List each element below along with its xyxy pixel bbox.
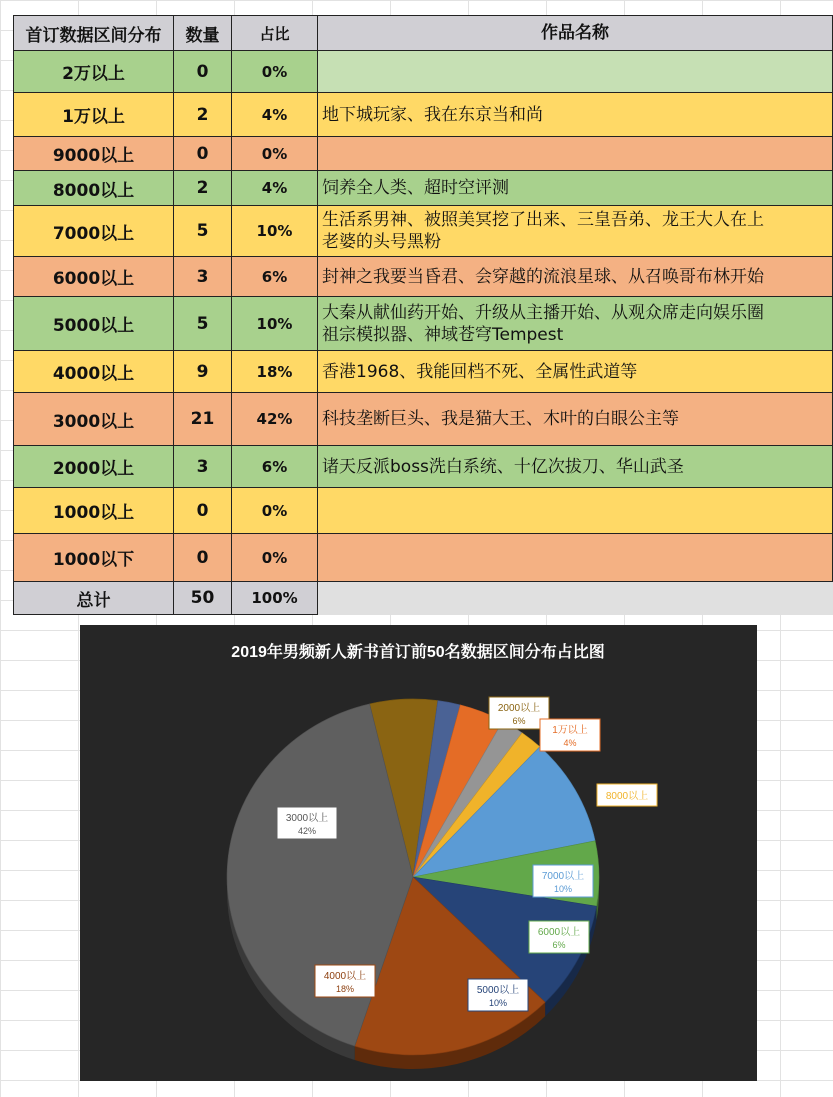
range-cell: 1000以下 [14, 534, 174, 582]
works-cell: 地下城玩家、我在东京当和尚 [318, 93, 833, 137]
data-label [277, 807, 337, 839]
pct-cell: 10% [232, 206, 318, 257]
range-cell: 1000以上 [14, 488, 174, 534]
chart-title: 2019年男频新人新书首订前50名数据区间分布占比图 [231, 644, 605, 661]
works-cell: 科技垄断巨头、我是猫大王、木叶的白眼公主等 [318, 393, 833, 446]
count-cell: 3 [174, 257, 232, 297]
range-cell: 8000以上 [14, 171, 174, 206]
pct-cell: 0% [232, 51, 318, 93]
table-total-row [14, 582, 833, 615]
data-label [533, 865, 593, 897]
count-cell: 0 [174, 137, 232, 171]
table-row [14, 297, 833, 351]
total-pct: 100% [232, 582, 318, 615]
pct-cell: 0% [232, 488, 318, 534]
table-row [14, 534, 833, 582]
works-cell [318, 51, 833, 93]
pct-cell: 0% [232, 137, 318, 171]
header-range: 首订数据区间分布 [14, 16, 174, 51]
range-cell: 5000以上 [14, 297, 174, 351]
data-label [540, 719, 600, 751]
data-table [13, 15, 833, 615]
works-cell: 大秦从献仙药开始、升级从主播开始、从观众席走向娱乐圈 祖宗模拟器、神域苍穹Tempest [318, 297, 833, 351]
count-cell: 2 [174, 171, 232, 206]
range-cell: 3000以上 [14, 393, 174, 446]
data-label-name: 1万以上 [552, 725, 588, 736]
data-label [315, 965, 375, 997]
pct-cell: 42% [232, 393, 318, 446]
data-label-value: 18% [335, 984, 355, 994]
works-cell: 饲养全人类、超时空评测 [318, 171, 833, 206]
works-cell [318, 534, 833, 582]
total-count: 50 [174, 582, 232, 615]
range-cell: 4000以上 [14, 351, 174, 393]
table-row [14, 393, 833, 446]
count-cell: 5 [174, 297, 232, 351]
pie-chart [80, 625, 757, 1081]
pct-cell: 6% [232, 446, 318, 488]
data-label-value: 42% [297, 826, 317, 836]
data-label-name: 6000以上 [537, 927, 581, 938]
pct-cell: 4% [232, 93, 318, 137]
table-row [14, 137, 833, 171]
pct-cell: 10% [232, 297, 318, 351]
count-cell: 3 [174, 446, 232, 488]
header-works: 作品名称 [318, 16, 833, 51]
table-row [14, 488, 833, 534]
data-label-name: 5000以上 [476, 985, 520, 996]
data-label [597, 784, 657, 806]
data-label-value: 10% [553, 884, 573, 894]
data-label-name: 2000以上 [497, 703, 541, 714]
data-label [468, 979, 528, 1011]
count-cell: 0 [174, 51, 232, 93]
table-row [14, 351, 833, 393]
table-row [14, 446, 833, 488]
works-cell: 封神之我要当昏君、会穿越的流浪星球、从召唤哥布林开始 [318, 257, 833, 297]
table-row [14, 171, 833, 206]
works-cell [318, 488, 833, 534]
works-cell: 香港1968、我能回档不死、全属性武道等 [318, 351, 833, 393]
data-label [529, 921, 589, 953]
data-label-value: 6% [552, 940, 566, 950]
data-label-name: 3000以上 [285, 813, 329, 824]
table-row [14, 257, 833, 297]
data-label-value: 10% [488, 998, 508, 1008]
data-label-value: 6% [512, 716, 526, 726]
count-cell: 0 [174, 488, 232, 534]
data-label-value: 4% [563, 738, 577, 748]
range-cell: 9000以上 [14, 137, 174, 171]
total-label: 总计 [14, 582, 174, 615]
pct-cell: 6% [232, 257, 318, 297]
count-cell: 2 [174, 93, 232, 137]
table-row [14, 206, 833, 257]
range-cell: 6000以上 [14, 257, 174, 297]
count-cell: 0 [174, 534, 232, 582]
range-cell: 1万以上 [14, 93, 174, 137]
pie-chart-svg [80, 625, 757, 1081]
works-cell [318, 137, 833, 171]
pct-cell: 18% [232, 351, 318, 393]
range-cell: 7000以上 [14, 206, 174, 257]
header-count: 数量 [174, 16, 232, 51]
table-row [14, 93, 833, 137]
pct-cell: 0% [232, 534, 318, 582]
count-cell: 5 [174, 206, 232, 257]
total-works [318, 582, 833, 615]
header-pct: 占比 [232, 16, 318, 51]
range-cell: 2万以上 [14, 51, 174, 93]
count-cell: 9 [174, 351, 232, 393]
data-label-name: 8000以上 [605, 791, 649, 802]
works-cell: 生活系男神、被照美冥挖了出来、三皇吾弟、龙王大人在上 老婆的头号黑粉 [318, 206, 833, 257]
works-cell: 诸天反派boss洗白系统、十亿次拔刀、华山武圣 [318, 446, 833, 488]
table-row [14, 51, 833, 93]
data-label-name: 4000以上 [323, 971, 367, 982]
table-header-row [14, 16, 833, 51]
pct-cell: 4% [232, 171, 318, 206]
count-cell: 21 [174, 393, 232, 446]
range-cell: 2000以上 [14, 446, 174, 488]
data-label-name: 7000以上 [541, 871, 585, 882]
